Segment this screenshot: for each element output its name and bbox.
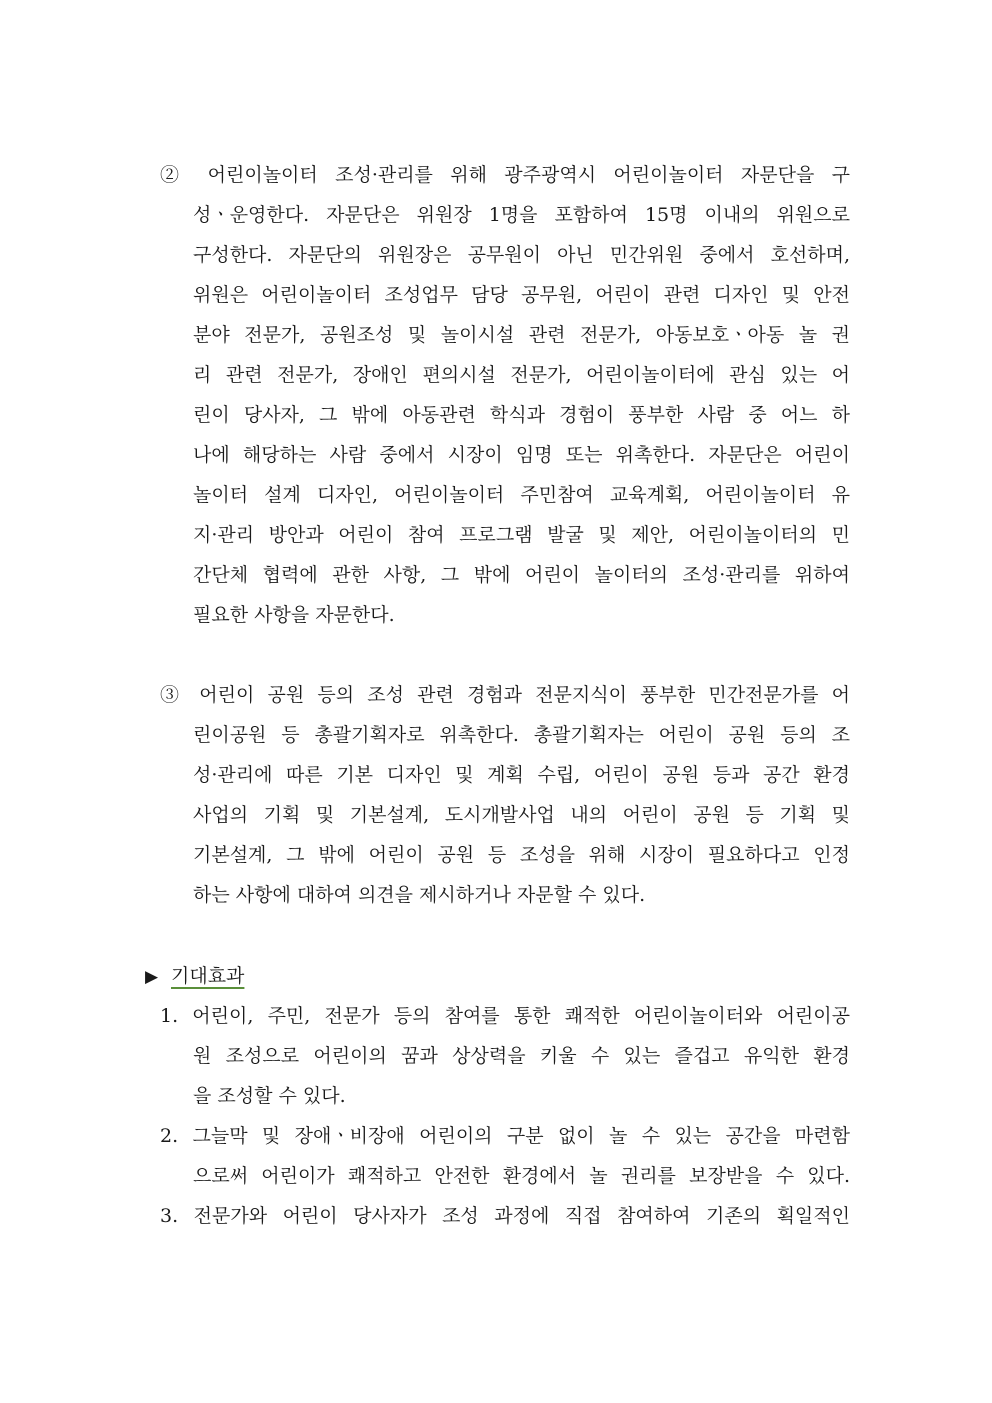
- paragraph-line: 간단체 협력에 관한 사항, 그 밖에 어린이 놀이터의 조성·관리를 위하여: [193, 564, 850, 586]
- paragraph-line: 분야 전문가, 공원조성 및 놀이시설 관련 전문가, 아동보호ㆍ아동 놀 권: [193, 324, 850, 346]
- list-item-line: 을 조성할 수 있다.: [193, 1085, 346, 1107]
- paragraph-line: 하는 사항에 대하여 의견을 제시하거나 자문할 수 있다.: [193, 884, 646, 906]
- paragraph-line: 성·관리에 따른 기본 디자인 및 계획 수립, 어린이 공원 등과 공간 환경: [193, 764, 850, 786]
- expected-effects-list: [160, 996, 850, 1236]
- paragraph-line: 지·관리 방안과 어린이 참여 프로그램 발굴 및 제안, 어린이놀이터의 민: [193, 524, 850, 546]
- paragraph-general-planner: [160, 675, 850, 915]
- paragraph-line: 위원은 어린이놀이터 조성업무 담당 공무원, 어린이 관련 디자인 및 안전: [193, 284, 850, 306]
- paragraph-line: 성ㆍ운영한다. 자문단은 위원장 1명을 포함하여 15명 이내의 위원으로: [193, 204, 850, 226]
- section-heading-expected-effects: [145, 956, 244, 996]
- paragraph-line: ③ 어린이 공원 등의 조성 관련 경험과 전문지식이 풍부한 민간전문가를 어: [160, 684, 850, 706]
- paragraph-line: 구성한다. 자문단의 위원장은 공무원이 아닌 민간위원 중에서 호선하며,: [193, 244, 850, 266]
- list-item-line: 1. 어린이, 주민, 전문가 등의 참여를 통한 쾌적한 어린이놀이터와 어린이공: [160, 1005, 850, 1027]
- list-item-line: 으로써 어린이가 쾌적하고 안전한 환경에서 놀 권리를 보장받을 수 있다.: [193, 1165, 850, 1187]
- paragraph-line: 사업의 기획 및 기본설계, 도시개발사업 내의 어린이 공원 등 기획 및: [193, 804, 850, 826]
- list-item-line: 3. 전문가와 어린이 당사자가 조성 과정에 직접 참여하여 기존의 획일적인: [160, 1205, 850, 1227]
- paragraph-line: 린이 당사자, 그 밖에 아동관련 학식과 경험이 풍부한 사람 중 어느 하: [193, 404, 850, 426]
- paragraph-line: 필요한 사항을 자문한다.: [193, 604, 395, 626]
- paragraph-line: 놀이터 설계 디자인, 어린이놀이터 주민참여 교육계획, 어린이놀이터 유: [193, 484, 850, 506]
- paragraph-line: ② 어린이놀이터 조성·관리를 위해 광주광역시 어린이놀이터 자문단을 구: [160, 164, 850, 186]
- paragraph-line: 린이공원 등 총괄기획자로 위촉한다. 총괄기획자는 어린이 공원 등의 조: [193, 724, 850, 746]
- triangle-bullet-icon: ▶: [145, 967, 159, 987]
- paragraph-advisory-group: [160, 155, 850, 635]
- paragraph-line: 기본설계, 그 밖에 어린이 공원 등 조성을 위해 시장이 필요하다고 인정: [193, 844, 850, 866]
- list-item-line: 2. 그늘막 및 장애ㆍ비장애 어린이의 구분 없이 놀 수 있는 공간을 마련함: [160, 1125, 850, 1147]
- paragraph-line: 리 관련 전문가, 장애인 편의시설 전문가, 어린이놀이터에 관심 있는 어: [193, 364, 850, 386]
- list-item-line: 원 조성으로 어린이의 꿈과 상상력을 키울 수 있는 즐겁고 유익한 환경: [193, 1045, 850, 1067]
- paragraph-line: 나에 해당하는 사람 중에서 시장이 임명 또는 위촉한다. 자문단은 어린이: [193, 444, 850, 466]
- section-title: 기대효과: [171, 965, 245, 987]
